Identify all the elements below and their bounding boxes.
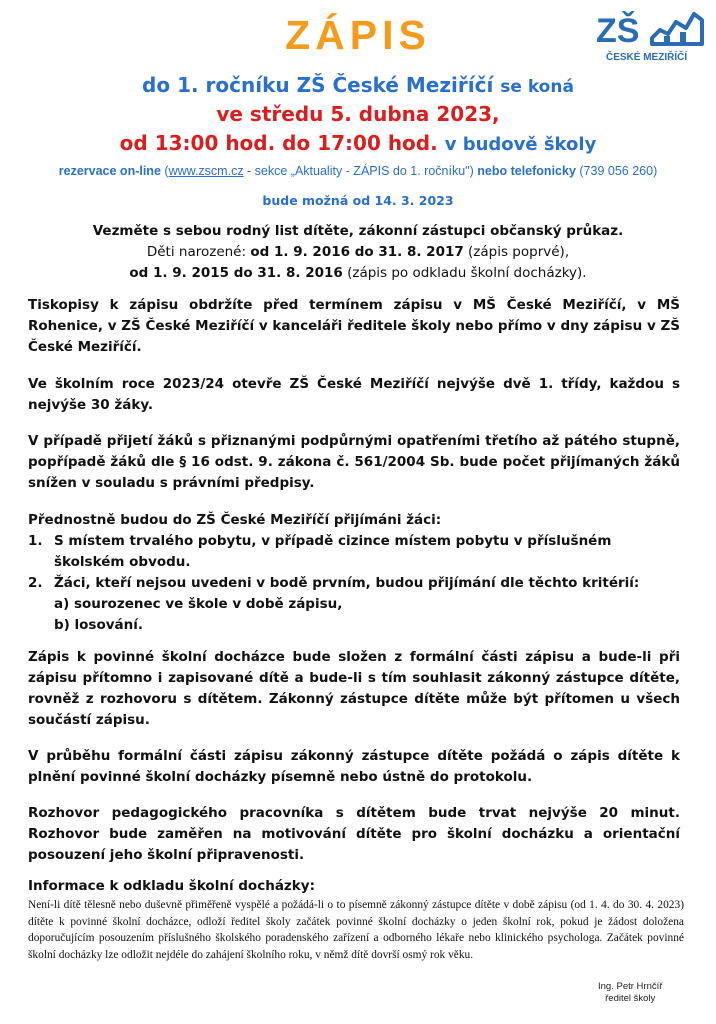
- reservation-phone-label: nebo telefonicky: [477, 164, 576, 178]
- info-body: Není-li dítě tělesně nebo duševně přiměřeně vyspělé a požádá-li o to písemně zákonný zástupce dítěte v době zápisu (od 1. 4. do 30. 4. 2023) dítěte k povinné školní docházce, odloží ředitel školy začátek povinné školní docházky o jeden školní rok, pokud je žádost doložena doporučujícím posouzením příslušného školského poradenského zařízení a odborného lékaře nebo klinického psychologa. Začátek povinné školní docházky lze odložit nejdéle do zahájení školního roku, v němž dítě dovrší osmý rok věku.: [28, 899, 684, 961]
- intro-born-range-1: od 1. 9. 2016 do 31. 8. 2017: [250, 244, 464, 260]
- header-line-time: [0, 131, 716, 155]
- criteria-list: [28, 510, 684, 636]
- header-line-date: ve středu 5. dubna 2023,: [216, 102, 500, 126]
- paragraph-classes: Ve školním roce 2023/24 otevře ZŠ České Meziříčí nejvýše dvě 1. třídy, každou s nejvýše 30 žáky.: [28, 376, 680, 413]
- page-title: ZÁPIS: [285, 12, 431, 58]
- criteria-item-2-text: Žáci, kteří nejsou uvedeni v bodě prvním, budou přijímání dle těchto kritérií:: [54, 575, 640, 591]
- signature-block: [598, 981, 662, 1005]
- reservation-section-text: - sekce „Aktuality - ZÁPIS do 1. ročníku"): [243, 164, 474, 178]
- intro-birthdates-first: [0, 244, 716, 260]
- reservation-start-date: bude možná od 14. 3. 2023: [262, 193, 454, 208]
- intro-born-range-2: od 1. 9. 2015 do 31. 8. 2016: [129, 265, 343, 281]
- criteria-item-1: [28, 531, 684, 573]
- logo-caption: ČESKÉ MEZIŘÍČÍ: [606, 52, 688, 63]
- criteria-item-2: [28, 573, 684, 594]
- criteria-heading: Přednostně budou do ZŠ České Meziříčí přijímáni žáci:: [28, 512, 442, 528]
- reservation-line: [0, 164, 716, 178]
- logo-letters: ZŠ: [596, 12, 640, 50]
- website-link[interactable]: www.zscm.cz: [168, 164, 244, 178]
- header-grade-text: do 1. ročníku ZŠ České Meziříčí: [142, 73, 494, 97]
- criteria-item-2-number: 2.: [28, 575, 43, 591]
- reservation-phone-number: (739 056 260): [579, 164, 658, 178]
- criteria-item-1-text: S místem trvalého pobytu, v případě cizince místem pobytu v příslušném školském obvodu.: [54, 533, 612, 570]
- criteria-sub-a: a) sourozenec ve škole v době zápisu,: [54, 596, 343, 612]
- paragraph-forms: Tiskopisy k zápisu obdržíte před termínem zápisu v MŠ České Meziříčí, v MŠ Rohenice, v ZŠ České Meziříčí v kanceláři ředitele školy nebo přímo v dny zápisu v ZŠ České Meziříčí.: [28, 297, 680, 355]
- signature-role: ředitel školy: [605, 993, 656, 1004]
- header-grade-tail: se koná: [500, 77, 574, 97]
- paragraph-support-measures: V případě přijetí žáků s přiznanými podpůrnými opatřeními třetího až pátého stupně, popřípadě žáků dle § 16 odst. 9. zákona č. 561/2004 Sb. bude počet přijímaných žáků snížen v souladu s právními předpisy.: [28, 433, 680, 491]
- info-heading: Informace k odkladu školní docházky:: [28, 878, 315, 894]
- intro-documents: Vezměte s sebou rodný list dítěte, zákonní zástupci občanský průkaz.: [92, 223, 624, 239]
- paragraph-enrollment-parts: Zápis k povinné školní docházce bude složen z formální části zápisu a bude-li při zápisu přítomno i zapisované dítě a bude-li s tím souhlasit zákonný zástupce dítěte, rovněž z rozhovoru s dítětem. Zákonný zástupce dítěte může být přítomen u všech součástí zápisu.: [28, 649, 680, 728]
- paragraph-formal-part: V průběhu formální části zápisu zákonný zástupce dítěte požádá o zápis dítěte k plnění povinné školní docházky písemně nebo ústně do protokolu.: [28, 748, 680, 785]
- header-line-grade: [0, 73, 716, 97]
- header-place-text: v budově školy: [444, 134, 597, 155]
- intro-born-label: Děti narozené:: [146, 244, 251, 260]
- criteria-item-1-number: 1.: [28, 533, 43, 549]
- signature-name: Ing. Petr Hrnčíř: [598, 981, 663, 992]
- intro-born-note-1: (zápis poprvé),: [463, 244, 570, 260]
- intro-birthdates-second: [0, 265, 716, 281]
- intro-born-note-2: (zápis po odkladu školní docházky).: [342, 265, 587, 281]
- reservation-paren-open: (: [164, 164, 169, 178]
- criteria-sub-b: b) losování.: [54, 617, 144, 633]
- paragraph-interview: Rozhovor pedagogického pracovníka s dítětem bude trvat nejvýše 20 minut. Rozhovor bude zaměřen na motivování dítěte pro školní docházku a orientační posouzení jeho školní připravenosti.: [28, 805, 680, 863]
- reservation-online-label: rezervace on-line: [58, 164, 161, 178]
- header-time-text: od 13:00 hod. do 17:00 hod.: [119, 131, 438, 155]
